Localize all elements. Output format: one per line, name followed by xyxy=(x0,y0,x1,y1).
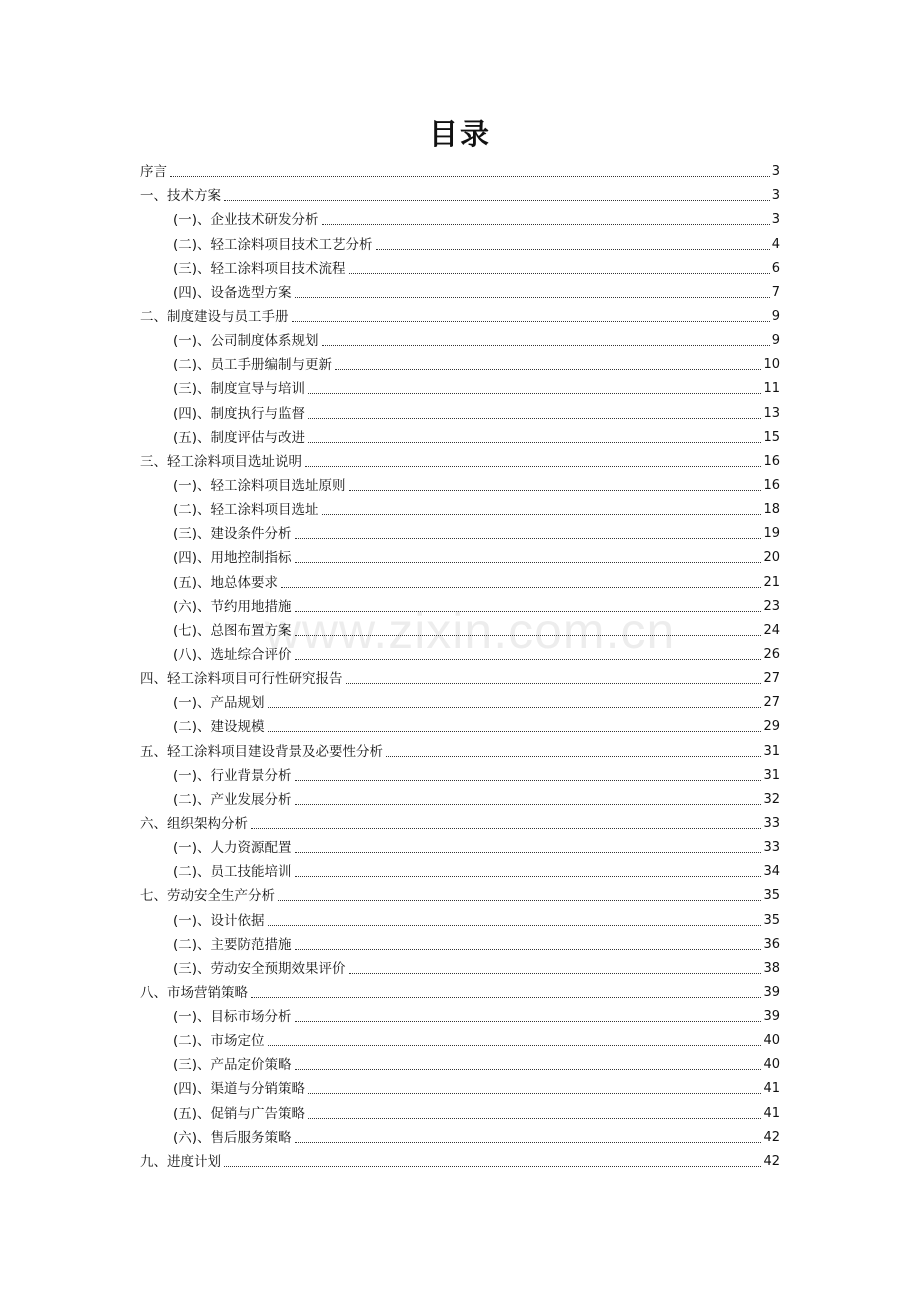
toc-page-number: 41 xyxy=(763,1105,780,1121)
toc-dot-leader xyxy=(295,537,762,539)
toc-entry-label: (二)、员工手册编制与更新 xyxy=(173,357,333,374)
toc-dot-leader xyxy=(170,175,770,177)
watermark: www.zixin.com.cn xyxy=(264,603,676,659)
toc-dot-leader xyxy=(308,417,761,419)
toc-list xyxy=(140,160,780,1174)
toc-page-number: 27 xyxy=(763,671,780,687)
toc-page-number: 3 xyxy=(771,188,780,204)
toc-section-entry[interactable] xyxy=(140,281,780,305)
toc-page-number: 42 xyxy=(763,1153,780,1169)
toc-entry-label: 七、劳动安全生产分析 xyxy=(140,888,275,905)
toc-section-entry[interactable] xyxy=(140,860,780,884)
toc-section-entry[interactable] xyxy=(140,1077,780,1101)
toc-section-entry[interactable] xyxy=(140,908,780,932)
toc-chapter-entry[interactable] xyxy=(140,305,780,329)
toc-page-number: 29 xyxy=(763,719,780,735)
toc-entry-label: (七)、总图布置方案 xyxy=(173,622,292,639)
toc-page-number: 35 xyxy=(763,912,780,928)
toc-dot-leader xyxy=(224,1165,761,1167)
toc-page-number: 32 xyxy=(763,791,780,807)
toc-page-number: 33 xyxy=(763,815,780,831)
toc-chapter-entry[interactable] xyxy=(140,1150,780,1174)
toc-title: 目录 xyxy=(428,117,491,151)
toc-entry-label: (八)、选址综合评价 xyxy=(173,646,292,663)
toc-page-number: 35 xyxy=(763,888,780,904)
toc-page-number: 20 xyxy=(763,550,780,566)
toc-dot-leader xyxy=(295,1068,762,1070)
toc-section-entry[interactable] xyxy=(140,691,780,715)
toc-entry-label: (五)、地总体要求 xyxy=(173,574,279,591)
toc-page-number: 39 xyxy=(763,984,780,1000)
toc-section-entry[interactable] xyxy=(140,426,780,450)
toc-dot-leader xyxy=(295,779,762,781)
toc-section-entry[interactable] xyxy=(140,595,780,619)
toc-chapter-entry[interactable] xyxy=(140,812,780,836)
toc-entry-label: (六)、售后服务策略 xyxy=(173,1129,292,1146)
toc-dot-leader xyxy=(281,586,761,588)
toc-section-entry[interactable] xyxy=(140,498,780,522)
toc-dot-leader xyxy=(295,634,762,636)
toc-dot-leader xyxy=(346,682,762,684)
toc-entry-label: (二)、产业发展分析 xyxy=(173,791,292,808)
toc-entry-label: (五)、促销与广告策略 xyxy=(173,1105,306,1122)
toc-entry-label: (三)、建设条件分析 xyxy=(173,526,292,543)
toc-entry-label: (一)、行业背景分析 xyxy=(173,767,292,784)
toc-dot-leader xyxy=(251,996,761,998)
toc-section-entry[interactable] xyxy=(140,257,780,281)
toc-page-number: 6 xyxy=(771,260,780,276)
toc-section-entry[interactable] xyxy=(140,1126,780,1150)
toc-section-entry[interactable] xyxy=(140,788,780,812)
toc-entry-label: (五)、制度评估与改进 xyxy=(173,429,306,446)
toc-dot-leader xyxy=(268,924,762,926)
toc-entry-label: (四)、渠道与分销策略 xyxy=(173,1081,306,1098)
toc-section-entry[interactable] xyxy=(140,377,780,401)
toc-dot-leader xyxy=(349,272,770,274)
toc-entry-label: (一)、目标市场分析 xyxy=(173,1009,292,1026)
toc-dot-leader xyxy=(268,730,762,732)
toc-entry-label: (四)、设备选型方案 xyxy=(173,284,292,301)
toc-dot-leader xyxy=(386,755,761,757)
toc-dot-leader xyxy=(224,199,770,201)
toc-entry-label: (一)、产品规划 xyxy=(173,695,265,712)
toc-entry-label: (二)、市场定位 xyxy=(173,1033,265,1050)
toc-entry-label: 八、市场营销策略 xyxy=(140,984,248,1001)
toc-page-number: 27 xyxy=(763,695,780,711)
toc-dot-leader xyxy=(308,1117,761,1119)
toc-section-entry[interactable] xyxy=(140,836,780,860)
toc-dot-leader xyxy=(322,344,770,346)
toc-chapter-entry[interactable] xyxy=(140,160,780,184)
toc-entry-label: (三)、制度宣导与培训 xyxy=(173,381,306,398)
toc-chapter-entry[interactable] xyxy=(140,184,780,208)
toc-page-number: 31 xyxy=(763,767,780,783)
toc-dot-leader xyxy=(322,223,770,225)
toc-page-number: 34 xyxy=(763,864,780,880)
toc-section-entry[interactable] xyxy=(140,570,780,594)
toc-entry-label: 六、组织架构分析 xyxy=(140,815,248,832)
toc-section-entry[interactable] xyxy=(140,546,780,570)
toc-section-entry[interactable] xyxy=(140,933,780,957)
toc-entry-label: (三)、轻工涂料项目技术流程 xyxy=(173,260,346,277)
toc-dot-leader xyxy=(295,610,762,612)
toc-dot-leader xyxy=(268,706,762,708)
toc-page-number: 39 xyxy=(763,1009,780,1025)
toc-dot-leader xyxy=(295,803,762,805)
toc-page-number: 38 xyxy=(763,960,780,976)
toc-page-number: 31 xyxy=(763,743,780,759)
toc-page-number: 41 xyxy=(763,1081,780,1097)
toc-page-number: 23 xyxy=(763,598,780,614)
toc-dot-leader xyxy=(268,1044,762,1046)
toc-page-number: 26 xyxy=(763,646,780,662)
toc-page-number: 40 xyxy=(763,1057,780,1073)
toc-chapter-entry[interactable] xyxy=(140,981,780,1005)
toc-section-entry[interactable] xyxy=(140,957,780,981)
toc-page-number: 3 xyxy=(771,164,780,180)
toc-chapter-entry[interactable] xyxy=(140,667,780,691)
toc-entry-label: 九、进度计划 xyxy=(140,1153,221,1170)
toc-section-entry[interactable] xyxy=(140,619,780,643)
toc-page-number: 42 xyxy=(763,1129,780,1145)
toc-entry-label: (二)、主要防范措施 xyxy=(173,936,292,953)
toc-section-entry[interactable] xyxy=(140,715,780,739)
toc-page-number: 3 xyxy=(771,212,780,228)
toc-chapter-entry[interactable] xyxy=(140,739,780,763)
toc-dot-leader xyxy=(308,441,761,443)
toc-section-entry[interactable] xyxy=(140,1053,780,1077)
toc-entry-label: (三)、劳动安全预期效果评价 xyxy=(173,960,346,977)
toc-chapter-entry[interactable] xyxy=(140,450,780,474)
toc-entry-label: (四)、用地控制指标 xyxy=(173,550,292,567)
toc-entry-label: (二)、轻工涂料项目选址 xyxy=(173,502,319,519)
toc-dot-leader xyxy=(335,368,761,370)
toc-dot-leader xyxy=(295,1141,762,1143)
toc-dot-leader xyxy=(295,561,762,563)
toc-section-entry[interactable] xyxy=(140,208,780,232)
toc-dot-leader xyxy=(295,658,762,660)
toc-dot-leader xyxy=(308,392,761,394)
toc-page-number: 19 xyxy=(763,526,780,542)
toc-section-entry[interactable] xyxy=(140,401,780,425)
toc-dot-leader xyxy=(295,851,762,853)
toc-dot-leader xyxy=(349,972,762,974)
toc-entry-label: (六)、节约用地措施 xyxy=(173,598,292,615)
toc-entry-label: (一)、轻工涂料项目选址原则 xyxy=(173,477,346,494)
toc-page-number: 18 xyxy=(763,502,780,518)
toc-page-number: 15 xyxy=(763,429,780,445)
toc-dot-leader xyxy=(376,248,770,250)
toc-entry-label: (二)、建设规模 xyxy=(173,719,265,736)
toc-page-number: 13 xyxy=(763,405,780,421)
toc-section-entry[interactable] xyxy=(140,474,780,498)
toc-entry-label: (一)、设计依据 xyxy=(173,912,265,929)
toc-page-number: 11 xyxy=(763,381,780,397)
toc-dot-leader xyxy=(322,513,762,515)
toc-entry-label: (一)、人力资源配置 xyxy=(173,840,292,857)
toc-entry-label: 序言 xyxy=(140,164,167,181)
toc-section-entry[interactable] xyxy=(140,329,780,353)
toc-page-number: 33 xyxy=(763,840,780,856)
toc-entry-label: 一、技术方案 xyxy=(140,188,221,205)
toc-page-number: 36 xyxy=(763,936,780,952)
toc-page-number: 16 xyxy=(763,453,780,469)
toc-page-number: 21 xyxy=(763,574,780,590)
toc-page-number: 9 xyxy=(771,333,780,349)
toc-entry-label: (二)、轻工涂料项目技术工艺分析 xyxy=(173,236,373,253)
toc-dot-leader xyxy=(295,296,770,298)
toc-entry-label: (二)、员工技能培训 xyxy=(173,864,292,881)
toc-dot-leader xyxy=(295,1020,762,1022)
toc-section-entry[interactable] xyxy=(140,1101,780,1125)
toc-section-entry[interactable] xyxy=(140,1029,780,1053)
toc-page-number: 4 xyxy=(771,236,780,252)
toc-entry-label: (一)、公司制度体系规划 xyxy=(173,333,319,350)
toc-dot-leader xyxy=(305,465,761,467)
toc-dot-leader xyxy=(349,489,762,491)
toc-section-entry[interactable] xyxy=(140,522,780,546)
toc-dot-leader xyxy=(251,827,761,829)
toc-page-number: 16 xyxy=(763,477,780,493)
toc-dot-leader xyxy=(278,899,761,901)
toc-entry-label: 四、轻工涂料项目可行性研究报告 xyxy=(140,671,343,688)
toc-section-entry[interactable] xyxy=(140,353,780,377)
toc-entry-label: 二、制度建设与员工手册 xyxy=(140,308,289,325)
toc-page-number: 7 xyxy=(771,284,780,300)
toc-entry-label: (四)、制度执行与监督 xyxy=(173,405,306,422)
toc-chapter-entry[interactable] xyxy=(140,884,780,908)
toc-page-number: 40 xyxy=(763,1033,780,1049)
toc-section-entry[interactable] xyxy=(140,643,780,667)
toc-entry-label: 三、轻工涂料项目选址说明 xyxy=(140,453,302,470)
toc-page-number: 10 xyxy=(763,357,780,373)
toc-page-number: 24 xyxy=(763,622,780,638)
toc-section-entry[interactable] xyxy=(140,764,780,788)
toc-entry-label: 五、轻工涂料项目建设背景及必要性分析 xyxy=(140,743,383,760)
toc-entry-label: (一)、企业技术研发分析 xyxy=(173,212,319,229)
toc-section-entry[interactable] xyxy=(140,1005,780,1029)
toc-dot-leader xyxy=(308,1092,761,1094)
toc-entry-label: (三)、产品定价策略 xyxy=(173,1057,292,1074)
toc-section-entry[interactable] xyxy=(140,232,780,256)
toc-dot-leader xyxy=(295,875,762,877)
toc-dot-leader xyxy=(295,948,762,950)
toc-dot-leader xyxy=(292,320,770,322)
toc-page-number: 9 xyxy=(771,308,780,324)
